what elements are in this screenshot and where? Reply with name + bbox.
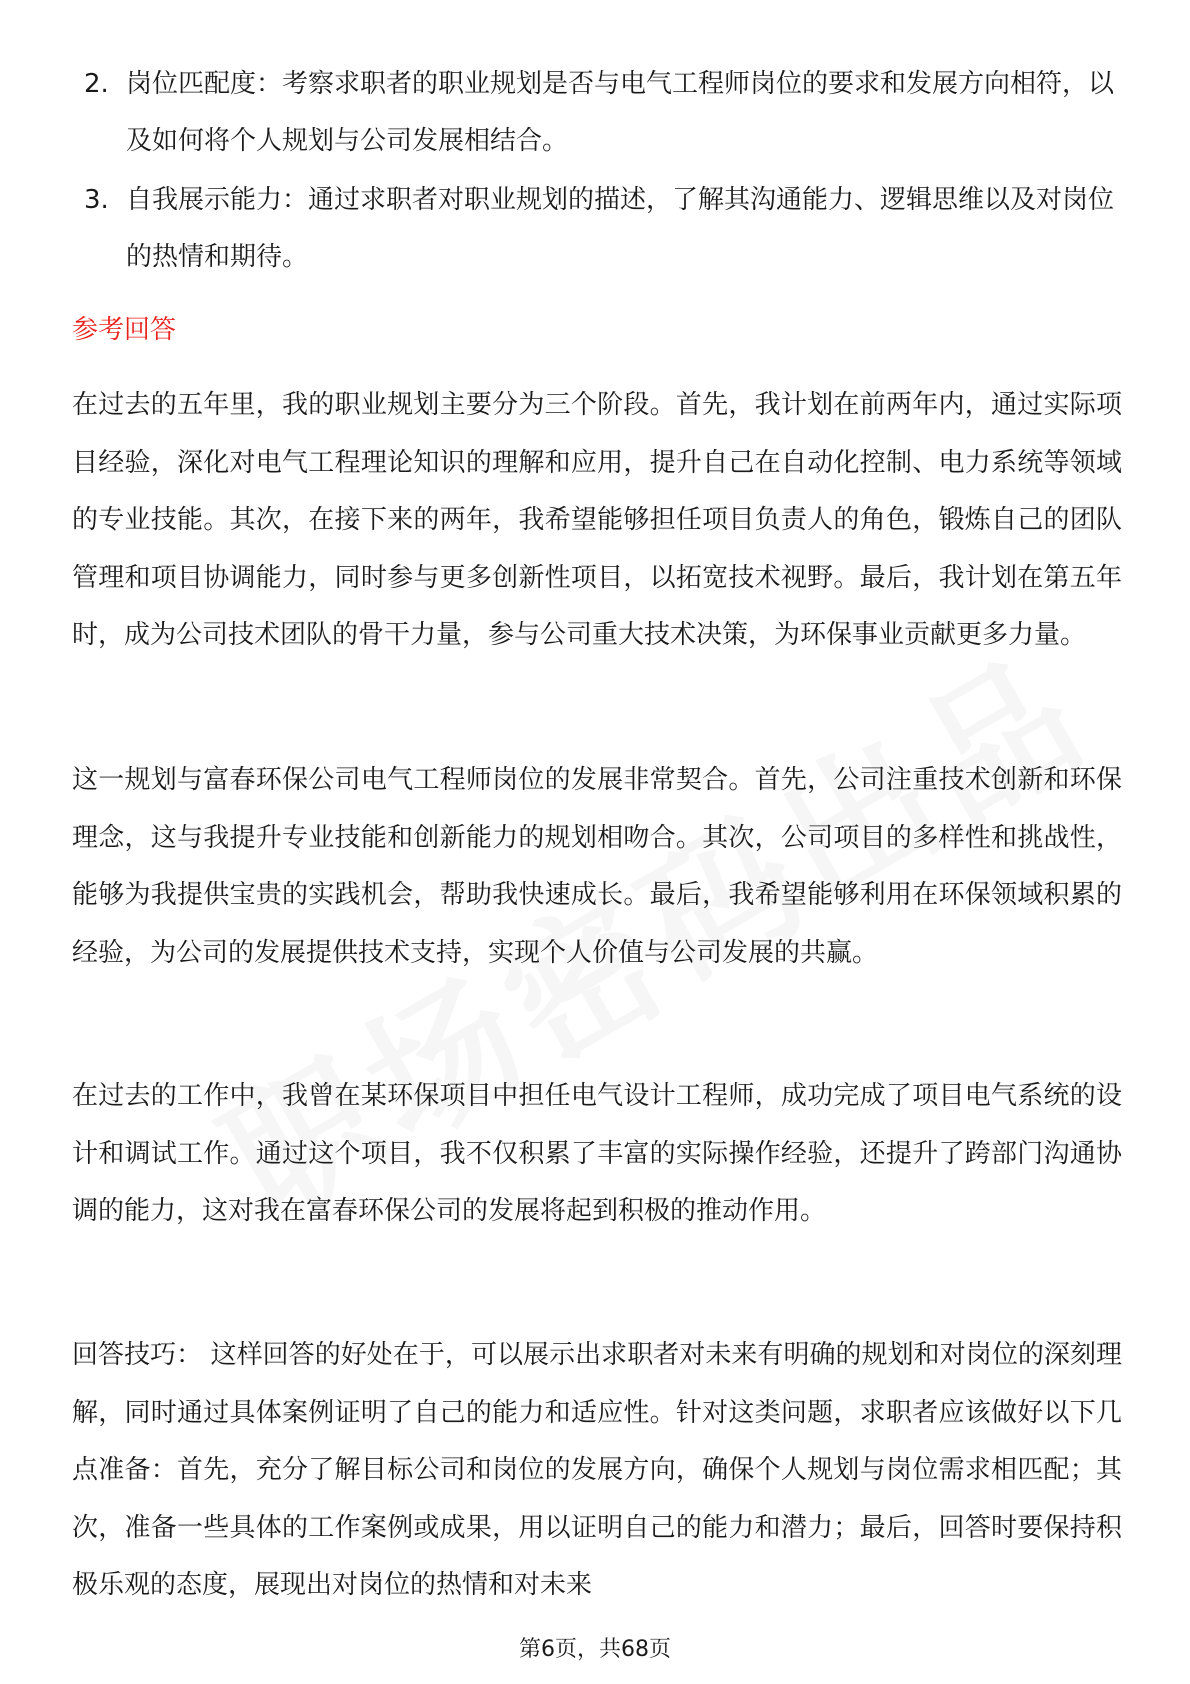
answer-paragraph: 这一规划与富春环保公司电气工程师岗位的发展非常契合。首先，公司注重技术创新和环保理念，这与我提升专业技能和创新能力的规划相吻合。其次，公司项目的多样性和挑战性，能够为我提供宝贵的实践机会，帮助我快速成长。最后，我希望能够利用在环保领域积累的经验，为公司的发展提供技术支持，实现个人价值与公司发展的共赢。 [72,765,1122,968]
list-item-number: 3. [84,185,109,215]
page-number: 第6页，共68页 [519,1637,671,1662]
list-item [84,172,1130,286]
numbered-list [84,56,1130,288]
list-item [84,56,1130,170]
answer-paragraph: 在过去的工作中，我曾在某环保项目中担任电气设计工程师，成功完成了项目电气系统的设计和调试工作。通过这个项目，我不仅积累了丰富的实际操作经验，还提升了跨部门沟通协调的能力，这对我在富春环保公司的发展将起到积极的推动作用。 [72,1081,1122,1226]
section-title: 参考回答 [72,315,177,345]
list-item-text: 岗位匹配度：考察求职者的职业规划是否与电气工程师岗位的要求和发展方向相符，以及如何将个人规划与公司发展相结合。 [126,69,1115,156]
list-item-number: 2. [84,69,109,99]
tips-paragraph: 回答技巧： 这样回答的好处在于，可以展示出求职者对未来有明确的规划和对岗位的深刻理解，同时通过具体案例证明了自己的能力和适应性。针对这类问题，求职者应该做好以下几点准备：首先，充分了解目标公司和岗位的发展方向，确保个人规划与岗位需求相匹配；其次，准备一些具体的工作案例或成果，用以证明自己的能力和潜力；最后，回答时要保持积极乐观的态度，展现出对岗位的热情和对未来 [72,1340,1122,1600]
answer-paragraph: 在过去的五年里，我的职业规划主要分为三个阶段。首先，我计划在前两年内，通过实际项目经验，深化对电气工程理论知识的理解和应用，提升自己在自动化控制、电力系统等领域的专业技能。其次，在接下来的两年，我希望能够担任项目负责人的角色，锻炼自己的团队管理和项目协调能力，同时参与更多创新性项目，以拓宽技术视野。最后，我计划在第五年时，成为公司技术团队的骨干力量，参与公司重大技术决策，为环保事业贡献更多力量。 [72,390,1122,650]
list-item-text: 自我展示能力：通过求职者对职业规划的描述，了解其沟通能力、逻辑思维以及对岗位的热情和期待。 [126,185,1115,272]
